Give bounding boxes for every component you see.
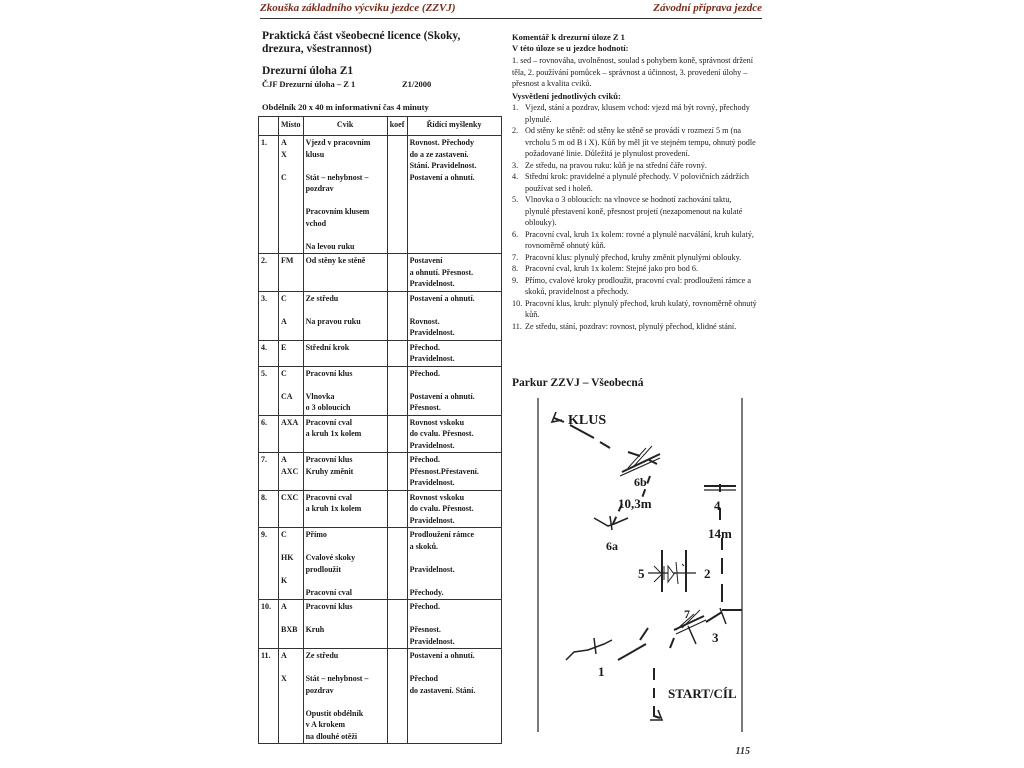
cell-place-line	[281, 662, 301, 674]
cell-idea-line: Pravidelnost.	[409, 564, 455, 574]
parkur-course-diagram	[536, 398, 744, 732]
label-1: 1	[598, 664, 605, 679]
cell-coef	[387, 254, 407, 292]
cell-idea-line: Přechod.	[409, 455, 440, 464]
fence-6b-hatch	[628, 446, 652, 468]
header-left-title: Zkouška základního výcviku jezdce (ZZVJ)	[260, 2, 456, 14]
list-item	[512, 252, 758, 264]
list-item	[512, 263, 758, 275]
dressage-table	[258, 116, 502, 744]
label-start-cil: START/CÍL	[668, 686, 737, 701]
cell-idea	[407, 415, 501, 453]
label-dist-10-3: 10,3m	[618, 496, 652, 511]
cell-place	[279, 254, 304, 292]
table-header-move: Cvik	[303, 117, 387, 136]
cell-number-text: 5.	[261, 368, 267, 378]
cell-coef	[387, 649, 407, 744]
fence-mid-cone-b	[654, 566, 662, 582]
cell-number	[259, 600, 279, 649]
label-7: 7	[684, 607, 690, 621]
cell-place	[279, 528, 304, 600]
cell-idea-line: Pravidelnost.	[409, 478, 455, 487]
cell-place	[279, 366, 304, 415]
arena-info: Obdélník 20 x 40 m informativní čas 4 minuty	[262, 102, 429, 112]
cell-idea-line	[410, 662, 499, 674]
list-item-number: 7.	[512, 252, 519, 262]
cell-coef	[387, 136, 407, 254]
cell-idea-line	[410, 552, 499, 564]
fence-mid-cone	[668, 566, 674, 582]
list-item-text: Pracovní cval, kruh 1x kolem: rovné a plynulé nacválání, kruh kulatý, rovnoměrně ohnutý kůň.	[525, 229, 754, 250]
header-rule	[260, 18, 762, 19]
list-item-text: Vjezd, stání a pozdrav, klusem vchod: vjezd má být rovný, přechody plynulé.	[525, 103, 750, 124]
cell-move-line	[306, 575, 385, 587]
cell-number-text: 3.	[261, 293, 267, 303]
cell-move-line: Pracovní cval	[305, 492, 352, 502]
cell-place-line: C	[281, 368, 287, 378]
table-header-number	[259, 117, 279, 136]
fence-7-post	[688, 626, 696, 644]
list-item-number: 2.	[512, 126, 519, 135]
cell-place-line: C	[281, 530, 287, 539]
cell-place-line: AXA	[281, 417, 299, 427]
list-item-number: 8.	[512, 264, 519, 273]
list-item-number: 9.	[512, 275, 519, 285]
cell-coef	[387, 366, 407, 415]
cell-number	[259, 291, 279, 340]
table-row	[259, 490, 502, 528]
cell-number-text: 9.	[261, 530, 267, 539]
cell-move-line: pozdrav	[305, 184, 334, 193]
cell-coef	[387, 415, 407, 453]
cell-move-line	[306, 195, 385, 207]
list-item-text: Od stěny ke stěně: od stěny ke stěně se provádí v rozmezí 5 m (na vrcholu 5 m od B i X). Kůň by měl jít ve stejném tempu, ohnutý podle požadované linie. Důležitá je plynulost provedení.	[525, 126, 756, 158]
cell-place-line: CXC	[281, 492, 299, 502]
cell-move-line: Kruhy změnit	[305, 466, 354, 476]
cell-number-text: 6.	[261, 417, 267, 427]
cell-number-text: 8.	[261, 492, 267, 502]
label-4: 4	[714, 498, 721, 513]
cell-move-line: Od stěny ke stěně	[305, 256, 366, 265]
cell-number	[259, 254, 279, 292]
cell-place-line: X	[281, 674, 287, 683]
cell-idea-line: Pravidelnost.	[409, 354, 455, 363]
label-3: 3	[712, 630, 719, 645]
cell-move-line: Vlnovka	[305, 391, 335, 401]
arrowhead-klus	[552, 412, 562, 422]
cell-place-line: A	[281, 602, 287, 611]
list-item	[512, 160, 758, 172]
list-item-text: Ze středu, na pravou ruku: kůň je na střední čáře rovný.	[525, 160, 707, 170]
cell-place	[279, 600, 304, 649]
cell-idea-line	[410, 613, 499, 625]
cell-move	[303, 340, 387, 366]
cell-coef	[387, 600, 407, 649]
list-item-text: Přímo, cvalové kroky prodloužit, pracovní cval: prodloužení rámce a skoků, pravidelnost a přechody.	[525, 275, 751, 296]
table-header-row	[259, 117, 502, 136]
cell-move-line: Přímo	[305, 530, 327, 539]
cell-idea-line: do cvalu. Přesnost.	[409, 504, 474, 513]
table-row	[259, 528, 502, 600]
cell-move-line: Kruh	[305, 625, 325, 634]
cell-idea-line: do zastavení. Stání.	[409, 685, 476, 695]
cell-idea-line: Postavení a ohnutí.	[409, 651, 475, 660]
cell-move-line: pozdrav	[305, 685, 334, 695]
label-2: 2	[704, 566, 711, 581]
cell-idea-line: do a ze zastavení.	[409, 149, 469, 159]
list-item	[512, 321, 758, 333]
cell-move-line: vchod	[305, 218, 327, 228]
cell-move	[303, 291, 387, 340]
cell-number-text: 10.	[261, 602, 271, 611]
list-item-text: Pracovní klus: plynulý přechod, kruhy změnit plynulými oblouky.	[525, 252, 742, 262]
table-header-place: Místo	[279, 117, 304, 136]
cell-place-line: A	[281, 138, 287, 147]
cell-number-text: 11.	[261, 651, 271, 660]
cell-place-line: HK	[281, 553, 294, 562]
arrowhead-start	[650, 710, 662, 720]
cell-idea	[407, 649, 501, 744]
fence-1	[566, 640, 612, 660]
table-row	[259, 291, 502, 340]
cell-move-line: a kruh 1x kolem	[305, 429, 362, 438]
cell-idea-line: Prodloužení rámce	[409, 530, 475, 539]
cell-number-text: 2.	[261, 256, 267, 265]
cell-move	[303, 366, 387, 415]
cell-idea-line: Rovnost vskoku	[409, 492, 465, 502]
cell-idea-line: Pravidelnost.	[409, 279, 455, 288]
cell-move-line: Na levou ruku	[305, 241, 355, 251]
cell-move-line: Cvalové skoky	[305, 553, 356, 562]
cell-move-line: Pracovní klus	[305, 368, 353, 378]
cell-place-line: BXB	[281, 625, 298, 634]
assessed-title: V této úloze se u jezdce hodnotí:	[512, 43, 629, 53]
cell-move-line	[306, 541, 385, 553]
cell-idea-line: Přesnost.	[409, 403, 441, 412]
cell-number-text: 4.	[261, 342, 267, 352]
cell-place	[279, 649, 304, 744]
cell-coef	[387, 528, 407, 600]
fence-1-post	[594, 638, 596, 654]
cell-idea-line: Přesnost.Přestavení.	[409, 466, 479, 476]
cell-place	[279, 415, 304, 453]
header-right-title: Závodní příprava jezdce	[653, 2, 762, 14]
cell-move	[303, 649, 387, 744]
table-row	[259, 600, 502, 649]
cell-place-line: CA	[281, 391, 293, 401]
cell-idea	[407, 490, 501, 528]
cell-idea-line: Pravidelnost.	[409, 440, 455, 450]
table-row	[259, 340, 502, 366]
cell-number-text: 7.	[261, 455, 267, 464]
table-row	[259, 254, 502, 292]
cell-move-line: Na pravou ruku	[305, 316, 361, 326]
cell-idea	[407, 366, 501, 415]
cell-place-line: A	[281, 316, 287, 326]
cell-place-line: A	[281, 455, 287, 464]
table-header-coef: koef	[387, 117, 407, 136]
cell-place-line: FM	[281, 256, 294, 265]
table-header-idea: Řídící myšlenky	[407, 117, 501, 136]
list-item-number: 1.	[512, 103, 519, 112]
table-row	[259, 366, 502, 415]
cell-place-line: K	[281, 576, 288, 585]
table-row	[259, 649, 502, 744]
list-item-number: 11.	[512, 321, 522, 331]
list-item-number: 3.	[512, 160, 519, 170]
list-item-number: 5.	[512, 195, 519, 204]
cell-idea-line: Postavení a ohnutí.	[409, 293, 475, 303]
cell-move-line: prodloužit	[305, 564, 341, 574]
cell-coef	[387, 340, 407, 366]
document-page	[254, 0, 768, 768]
cell-place-line: C	[281, 293, 287, 303]
cell-idea-line	[410, 304, 499, 316]
cell-move-line: Pracovní cval	[305, 587, 352, 597]
cell-idea-line: Rovnost vskoku	[409, 417, 465, 427]
cell-place-line: A	[281, 651, 287, 660]
path-1	[618, 644, 646, 660]
cell-move-line: na dlouhé otěži	[305, 731, 358, 741]
cell-place	[279, 490, 304, 528]
label-6b: 6b	[634, 475, 647, 489]
cell-idea-line: Pravidelnost.	[409, 515, 455, 525]
cell-number	[259, 528, 279, 600]
exercise-explanations	[512, 102, 758, 332]
cell-idea-line: Postavení a ohnutí.	[409, 391, 475, 401]
cell-place	[279, 291, 304, 340]
cell-number	[259, 366, 279, 415]
cell-coef	[387, 291, 407, 340]
cell-move-line: Opustit obdélník	[305, 708, 364, 718]
list-item-number: 6.	[512, 229, 519, 239]
cell-idea	[407, 453, 501, 491]
cell-move-line: o 3 obloucích	[305, 403, 351, 412]
cell-number	[259, 136, 279, 254]
cell-idea-line: a skoků.	[409, 541, 439, 551]
cell-idea-line: Postavení	[409, 256, 443, 265]
fence-mid-tick	[682, 564, 684, 566]
cell-place	[279, 136, 304, 254]
cell-number-text: 1.	[261, 138, 267, 147]
list-item	[512, 194, 758, 229]
label-5: 5	[638, 566, 645, 581]
cell-move-line: Ze středu	[305, 651, 339, 660]
cell-idea	[407, 600, 501, 649]
cell-place	[279, 340, 304, 366]
cell-idea-line: Rovnost. Přechody	[409, 138, 475, 147]
table-row	[259, 415, 502, 453]
list-item	[512, 298, 758, 321]
cell-move-line	[306, 379, 385, 391]
cell-number	[259, 490, 279, 528]
cell-move-line: Střední krok	[305, 342, 350, 352]
cell-idea-line: Přechod.	[409, 368, 440, 378]
cell-move-line: Vjezd v pracovním	[305, 138, 371, 147]
cell-idea-line: Přechody.	[409, 587, 444, 597]
cell-move	[303, 254, 387, 292]
cell-place-line: C	[281, 172, 287, 182]
cell-place-line	[281, 541, 301, 553]
cell-idea-line: Pravidelnost.	[409, 328, 455, 337]
cell-place-line	[281, 379, 301, 391]
cell-idea	[407, 291, 501, 340]
cell-idea	[407, 528, 501, 600]
cell-idea-line: Postavení a ohnutí.	[409, 172, 475, 182]
list-item	[512, 102, 758, 125]
list-item-number: 4.	[512, 172, 519, 181]
cell-move-line	[306, 613, 385, 625]
cell-idea-line: Přesnost.	[409, 625, 441, 634]
cell-move	[303, 600, 387, 649]
reference-right: Z1/2000	[402, 79, 432, 89]
list-item-number: 10.	[512, 298, 523, 308]
cell-move	[303, 490, 387, 528]
cell-move-line	[306, 229, 385, 241]
table-body	[259, 136, 502, 744]
cell-number	[259, 340, 279, 366]
cell-move-line	[306, 160, 385, 172]
path-start	[654, 668, 660, 718]
list-item	[512, 171, 758, 194]
cell-move-line	[306, 662, 385, 674]
list-item-text: Pracovní klus, kruh: plynulý přechod, kruh kulatý, rovnoměrně ohnutý kůň.	[525, 298, 757, 319]
cell-move-line: Stát – nehybnost –	[305, 172, 369, 182]
fence-6b-b	[620, 458, 660, 476]
cell-number	[259, 649, 279, 744]
cell-idea-line	[410, 575, 499, 587]
cell-idea-line: Přechod	[409, 674, 438, 683]
assessed-text: 1. sed – rovnováha, uvolněnost, soulad s pohybem koně, správnost držení těla, 2. používání pomůcek – správnost a účinnost, 3. provedení úlohy – přesnost a kvalita cviků.	[512, 56, 754, 88]
list-item-text: Střední krok: pravidelné a plynulé přechody. V polovičních zádržích používat sed i holeň.	[525, 172, 750, 193]
list-item	[512, 125, 758, 160]
cell-coef	[387, 453, 407, 491]
cell-idea-line: Stání. Pravidelnost.	[409, 161, 477, 170]
cell-idea-line: Rovnost.	[409, 316, 440, 326]
list-item-text: Ze středu, stání, pozdrav: rovnost, plynulý přechod, klidné stání.	[525, 321, 737, 331]
path-7	[670, 638, 674, 648]
cell-coef	[387, 490, 407, 528]
cell-move-line	[306, 304, 385, 316]
fence-6a-post	[610, 516, 612, 530]
table-row	[259, 136, 502, 254]
cell-move	[303, 453, 387, 491]
cell-place-line	[281, 564, 301, 576]
cell-move-line: Pracovním klusem	[305, 207, 370, 216]
cell-move-line: v A krokem	[305, 720, 345, 729]
cell-move-line: Stát – nehybnost –	[305, 674, 369, 683]
cell-place-line	[281, 304, 301, 316]
cell-place-line	[281, 613, 301, 625]
cell-place-line: E	[281, 342, 287, 352]
cell-idea	[407, 136, 501, 254]
cell-move-line: Ze středu	[305, 293, 339, 303]
explain-title: Vysvětlení jednotlivých cviků:	[512, 91, 621, 101]
list-item-text: Vlnovka o 3 obloucích: na vlnovce se hodnotí zachování taktu, plynulé přestavení koně, přesnost projetí (nezapomenout na kulaté oblouky).	[525, 195, 743, 227]
table-row	[259, 453, 502, 491]
cell-move	[303, 136, 387, 254]
cell-move-line: Pracovní cval	[305, 417, 352, 427]
cell-move	[303, 528, 387, 600]
path-3-1	[640, 628, 648, 640]
cell-number	[259, 415, 279, 453]
page-number: 115	[735, 746, 750, 757]
test-title: Drezurní úloha Z1	[262, 65, 354, 77]
list-item	[512, 275, 758, 298]
cell-idea-line	[410, 379, 499, 391]
cell-move-line: a kruh 1x kolem	[305, 504, 362, 513]
cell-idea-line: Pravidelnost.	[409, 636, 455, 646]
cell-place-line: AXC	[281, 466, 299, 476]
label-klus: KLUS	[568, 413, 607, 428]
cell-place-line	[281, 160, 301, 172]
list-item-text: Pracovní cval, kruh 1x kolem: Stejné jako pro bod 6.	[525, 264, 699, 273]
section-heading: Praktická část všeobecné licence (Skoky, drezura, všestrannost)	[262, 30, 461, 55]
cell-idea	[407, 340, 501, 366]
cell-idea-line: do cvalu. Přesnost.	[409, 429, 474, 438]
comment-title: Komentář k drezurní úloze Z 1	[512, 32, 625, 42]
cell-move	[303, 415, 387, 453]
cell-idea-line: Přechod.	[409, 342, 440, 352]
fence-3-b	[706, 612, 722, 622]
test-reference	[262, 79, 432, 89]
cell-move-line: Pracovní klus	[305, 455, 353, 464]
reference-left: ČJF Drezurní úloha – Z 1	[262, 79, 356, 89]
cell-idea-line: Přechod.	[409, 602, 440, 611]
cell-move-line: klusu	[305, 149, 325, 159]
list-item	[512, 229, 758, 252]
label-14m: 14m	[708, 526, 732, 541]
cell-idea	[407, 254, 501, 292]
cell-move-line: Pracovní klus	[305, 602, 353, 611]
cell-move-line	[306, 696, 385, 708]
cell-number	[259, 453, 279, 491]
cell-place-line: X	[281, 149, 287, 159]
label-6a: 6a	[606, 539, 618, 553]
parkur-title: Parkur ZZVJ – Všeobecná	[512, 377, 644, 389]
cell-place	[279, 453, 304, 491]
cell-idea-line: a ohnutí. Přesnost.	[409, 267, 474, 277]
